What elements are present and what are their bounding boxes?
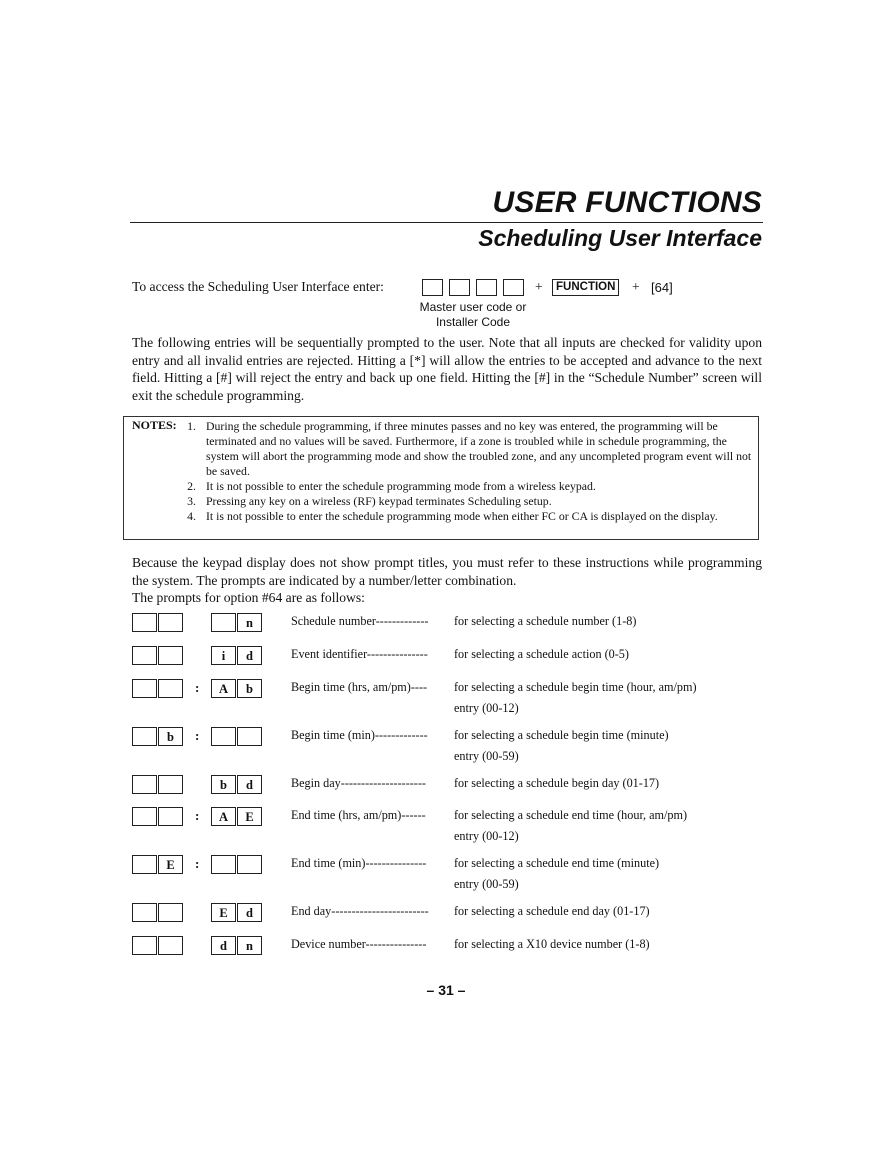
prompt-name: End time (hrs, am/pm)------ <box>291 808 426 822</box>
note-text: It is not possible to enter the schedule programming mode from a wireless keypad. <box>206 479 596 493</box>
display-cell: n <box>237 936 262 955</box>
page-title: USER FUNCTIONS <box>492 186 762 219</box>
prompt-description-line-1: for selecting a X10 device number (1-8) <box>454 937 650 951</box>
display-cell <box>132 903 157 922</box>
prompt-description-line-1: for selecting a schedule begin day (01-17) <box>454 776 660 790</box>
plus-sign-1: + <box>535 279 543 294</box>
display-cell <box>237 855 262 874</box>
display-cell <box>211 613 236 632</box>
prompt-description-line-2: entry (00-59) <box>454 876 519 891</box>
display-cell <box>158 646 183 665</box>
prompt-description <box>454 773 754 794</box>
display-cell: d <box>237 903 262 922</box>
prompt-description <box>454 853 754 894</box>
prompt-description-line-1: for selecting a schedule number (1-8) <box>454 614 637 628</box>
code-caption-line-1: Master user code or <box>419 300 527 314</box>
display-cell <box>132 775 157 794</box>
prompt-description <box>454 611 754 632</box>
display-colon: : <box>195 728 200 743</box>
prompt-name: Begin time (min)------------- <box>291 728 428 742</box>
code-digit-box-2 <box>449 279 470 296</box>
note-number: 3. <box>187 494 196 508</box>
display-cell <box>132 807 157 826</box>
header-rule <box>130 222 763 223</box>
display-cell: E <box>158 855 183 874</box>
display-cell <box>211 727 236 746</box>
display-cell: E <box>237 807 262 826</box>
display-cell <box>132 646 157 665</box>
prompt-description-line-1: for selecting a schedule begin time (hour, am/pm) <box>454 680 697 694</box>
page-number: – 31 – <box>426 982 466 998</box>
prompt-description-line-1: for selecting a schedule end day (01-17) <box>454 904 650 918</box>
prompts-lead-in: The prompts for option #64 are as follows: <box>132 590 365 605</box>
prompt-name: Device number--------------- <box>291 937 427 951</box>
prompt-description <box>454 805 754 846</box>
plus-sign-2: + <box>632 279 640 294</box>
prompt-description-line-2: entry (00-12) <box>454 828 519 843</box>
prompt-description-line-2: entry (00-59) <box>454 748 519 763</box>
prompt-description <box>454 677 754 718</box>
display-cell: n <box>237 613 262 632</box>
display-cell: b <box>237 679 262 698</box>
intro-paragraph: The following entries will be sequentially prompted to the user. Note that all inputs are checked for validity upon entry and all invalid entries are rejected. Hitting a [*] will allow the entries to be accepted and advance to the next field. Hitting a [#] will reject the entry and back up one field. Hitting the [#] in the “Schedule Number” screen will exit the schedule programming. <box>132 335 762 403</box>
prompt-description <box>454 901 754 922</box>
display-cell <box>237 727 262 746</box>
notes-box <box>123 416 759 540</box>
display-cell <box>211 855 236 874</box>
display-cell <box>158 903 183 922</box>
prompt-description-line-1: for selecting a schedule end time (minute) <box>454 856 660 870</box>
notes-label: NOTES: <box>132 418 177 432</box>
code-digit-box-3 <box>476 279 497 296</box>
prompt-name: Schedule number------------- <box>291 614 429 628</box>
prompt-name: End time (min)--------------- <box>291 856 427 870</box>
code-digit-box-4 <box>503 279 524 296</box>
display-cell <box>158 613 183 632</box>
note-number: 2. <box>187 479 196 493</box>
prompt-name: Event identifier--------------- <box>291 647 428 661</box>
display-colon: : <box>195 808 200 823</box>
display-cell <box>158 775 183 794</box>
note-text: During the schedule programming, if three minutes passes and no key was entered, the programming will be terminated and no values will be saved. Furthermore, if a zone is troubled while in schedule programming, the system will abort the programming mode and show the troubled zone, and any uncompleted program event will not be saved. <box>206 419 752 478</box>
display-cell <box>132 613 157 632</box>
note-number: 4. <box>187 509 196 523</box>
display-colon: : <box>195 856 200 871</box>
display-cell <box>158 807 183 826</box>
prompts-paragraph <box>132 554 762 607</box>
prompt-description <box>454 934 754 955</box>
display-cell: A <box>211 679 236 698</box>
display-cell: d <box>237 646 262 665</box>
display-colon: : <box>195 680 200 695</box>
display-cell: d <box>211 936 236 955</box>
display-cell: A <box>211 807 236 826</box>
prompts-paragraph-text: Because the keypad display does not show prompt titles, you must refer to these instructions while programming the system. The prompts are indicated by a number/letter combination. <box>132 555 762 588</box>
display-cell <box>132 855 157 874</box>
display-cell <box>158 936 183 955</box>
display-cell: E <box>211 903 236 922</box>
prompt-description-line-2: entry (00-12) <box>454 700 519 715</box>
prompt-description <box>454 644 754 665</box>
display-cell <box>132 679 157 698</box>
display-cell: i <box>211 646 236 665</box>
display-cell <box>158 679 183 698</box>
prompt-description-line-1: for selecting a schedule begin time (minute) <box>454 728 669 742</box>
function-code: [64] <box>651 280 673 295</box>
code-caption <box>401 300 545 330</box>
prompt-name: Begin time (hrs, am/pm)---- <box>291 680 428 694</box>
display-cell <box>132 727 157 746</box>
display-cell: b <box>158 727 183 746</box>
display-cell: d <box>237 775 262 794</box>
function-key: FUNCTION <box>552 279 619 296</box>
prompt-name: Begin day--------------------- <box>291 776 426 790</box>
note-text: Pressing any key on a wireless (RF) keypad terminates Scheduling setup. <box>206 494 552 508</box>
access-intro: To access the Scheduling User Interface enter: <box>132 279 384 294</box>
section-title: Scheduling User Interface <box>478 225 762 251</box>
display-cell <box>132 936 157 955</box>
code-digit-box-1 <box>422 279 443 296</box>
prompt-name: End day------------------------ <box>291 904 429 918</box>
code-caption-line-2: Installer Code <box>435 315 511 329</box>
prompt-description <box>454 725 754 766</box>
prompt-description-line-1: for selecting a schedule end time (hour, am/pm) <box>454 808 688 822</box>
display-cell: b <box>211 775 236 794</box>
prompt-description-line-1: for selecting a schedule action (0-5) <box>454 647 629 661</box>
note-text: It is not possible to enter the schedule programming mode when either FC or CA is displayed on the display. <box>206 509 718 523</box>
note-number: 1. <box>187 419 196 433</box>
